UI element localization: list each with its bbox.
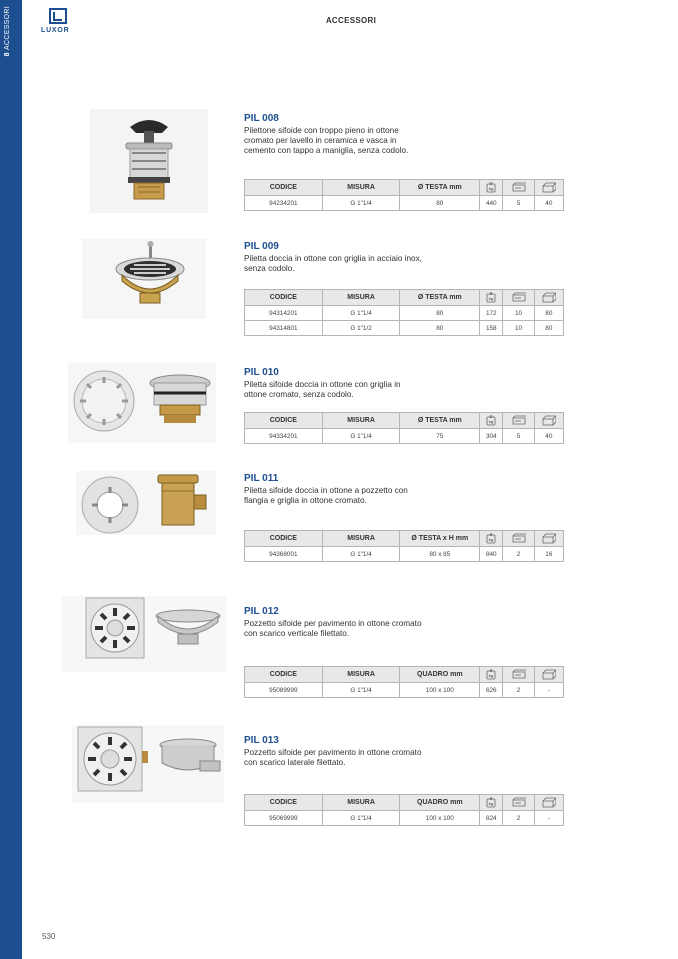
spec-table [244,666,564,698]
col-size: MISURA [322,795,400,811]
package-weight-icon [480,413,503,429]
cell-pallet: 40 [534,196,563,211]
col-size: MISURA [322,180,400,196]
cell-dimension: 75 [400,429,480,444]
cell-dimension: 80 [400,321,480,336]
package-weight-icon [480,531,503,547]
carton-box-icon [503,180,534,196]
svg-text:kg: kg [488,186,494,191]
spec-table [244,289,564,336]
product-description: Piletta sifoide doccia in ottone a pozzetto con flangia e griglia in ottone cromato. [244,486,408,505]
section-number: 8 [4,52,11,57]
cell-size: G 1"1/4 [322,429,400,444]
cell-size: G 1"1/4 [322,196,400,211]
cell-weight: 626 [480,683,503,698]
pallet-box-icon [534,180,563,196]
carton-box-icon [503,795,534,811]
table-row [245,547,564,562]
product-code: PIL 009 [244,241,279,252]
cell-code: 95069999 [245,811,323,826]
cell-pallet: 80 [534,321,563,336]
cell-carton: 10 [503,306,534,321]
svg-text:kg: kg [488,673,494,678]
svg-text:kg: kg [488,419,494,424]
col-dimension: Ø TESTA mm [400,290,480,306]
table-row [245,429,564,444]
cell-dimension: 80 x 85 [400,547,480,562]
col-dimension: Ø TESTA x H mm [400,531,480,547]
product-description: Pilettone sifoide con troppo pieno in ottone cromato per lavello in ceramica e vasca in cemento con tappo a maniglia, senza codolo. [244,126,409,155]
table-row [245,321,564,336]
package-weight-icon [480,290,503,306]
package-weight-icon [480,180,503,196]
cell-carton: 10 [503,321,534,336]
cell-pallet: - [534,811,563,826]
pil-010-image [68,363,216,443]
cell-size: G 1"1/4 [322,547,400,562]
cell-weight: 172 [480,306,503,321]
cell-pallet: - [534,683,563,698]
cell-code: 94314801 [245,321,323,336]
cell-weight: 840 [480,547,503,562]
cell-carton: 5 [503,429,534,444]
spec-table [244,530,564,562]
cell-weight: 158 [480,321,503,336]
table-row [245,196,564,211]
product-code: PIL 011 [244,473,279,484]
carton-box-icon [503,290,534,306]
carton-box-icon [503,531,534,547]
product-description: Piletta doccia in ottone con griglia in acciaio inox, senza codolo. [244,254,422,273]
cell-dimension: 100 x 100 [400,811,480,826]
cell-carton: 5 [503,196,534,211]
cell-carton: 2 [503,547,534,562]
cell-dimension: 100 x 100 [400,683,480,698]
product-description: Pozzetto sifoide per pavimento in ottone cromato con scarico laterale filettato. [244,748,422,767]
col-code: CODICE [245,531,323,547]
pallet-box-icon [534,290,563,306]
col-size: MISURA [322,413,400,429]
pil-009-image [82,239,206,319]
product-code: PIL 013 [244,735,279,746]
brand-name: LUXOR [41,27,70,34]
cell-pallet: 40 [534,429,563,444]
pil-008-image [90,109,208,213]
page-title: ACCESSORI [325,16,377,25]
col-dimension: Ø TESTA mm [400,413,480,429]
cell-size: G 1"1/4 [322,306,400,321]
cell-code: 94314201 [245,306,323,321]
cell-weight: 440 [480,196,503,211]
product-code: PIL 012 [244,606,279,617]
cell-weight: 824 [480,811,503,826]
col-code: CODICE [245,290,323,306]
section-name: ACCESSORI [4,6,11,50]
col-dimension: QUADRO mm [400,795,480,811]
product-code: PIL 010 [244,367,279,378]
carton-box-icon [503,667,534,683]
pallet-box-icon [534,795,563,811]
col-size: MISURA [322,531,400,547]
pil-012-image [62,596,226,672]
carton-box-icon [503,413,534,429]
cell-code: 94368001 [245,547,323,562]
col-dimension: Ø TESTA mm [400,180,480,196]
cell-size: G 1"1/2 [322,321,400,336]
pil-011-image [76,471,216,535]
col-code: CODICE [245,667,323,683]
svg-text:kg: kg [488,537,494,542]
spec-table [244,794,564,826]
product-description: Piletta sifoide doccia in ottone con griglia in ottone cromato, senza codolo. [244,380,401,399]
product-description: Pozzetto sifoide per pavimento in ottone cromato con scarico verticale filettato. [244,619,422,638]
svg-text:kg: kg [488,296,494,301]
product-code: PIL 008 [244,113,279,124]
section-label [4,6,18,58]
col-code: CODICE [245,180,323,196]
page-number: 530 [42,932,56,941]
cell-dimension: 80 [400,196,480,211]
pallet-box-icon [534,531,563,547]
package-weight-icon [480,667,503,683]
table-row [245,811,564,826]
col-size: MISURA [322,667,400,683]
cell-code: 94334201 [245,429,323,444]
section-sidebar [0,0,22,959]
svg-text:kg: kg [488,801,494,806]
spec-table [244,412,564,444]
table-row [245,683,564,698]
cell-pallet: 80 [534,306,563,321]
cell-size: G 1"1/4 [322,811,400,826]
cell-size: G 1"1/4 [322,683,400,698]
cell-code: 94234201 [245,196,323,211]
cell-dimension: 80 [400,306,480,321]
cell-code: 95089999 [245,683,323,698]
pallet-box-icon [534,667,563,683]
pallet-box-icon [534,413,563,429]
col-code: CODICE [245,795,323,811]
col-code: CODICE [245,413,323,429]
table-row [245,306,564,321]
col-size: MISURA [322,290,400,306]
spec-table [244,179,564,211]
col-dimension: QUADRO mm [400,667,480,683]
cell-weight: 304 [480,429,503,444]
cell-pallet: 16 [534,547,563,562]
cell-carton: 2 [503,683,534,698]
pil-013-image [72,725,224,803]
cell-carton: 2 [503,811,534,826]
package-weight-icon [480,795,503,811]
